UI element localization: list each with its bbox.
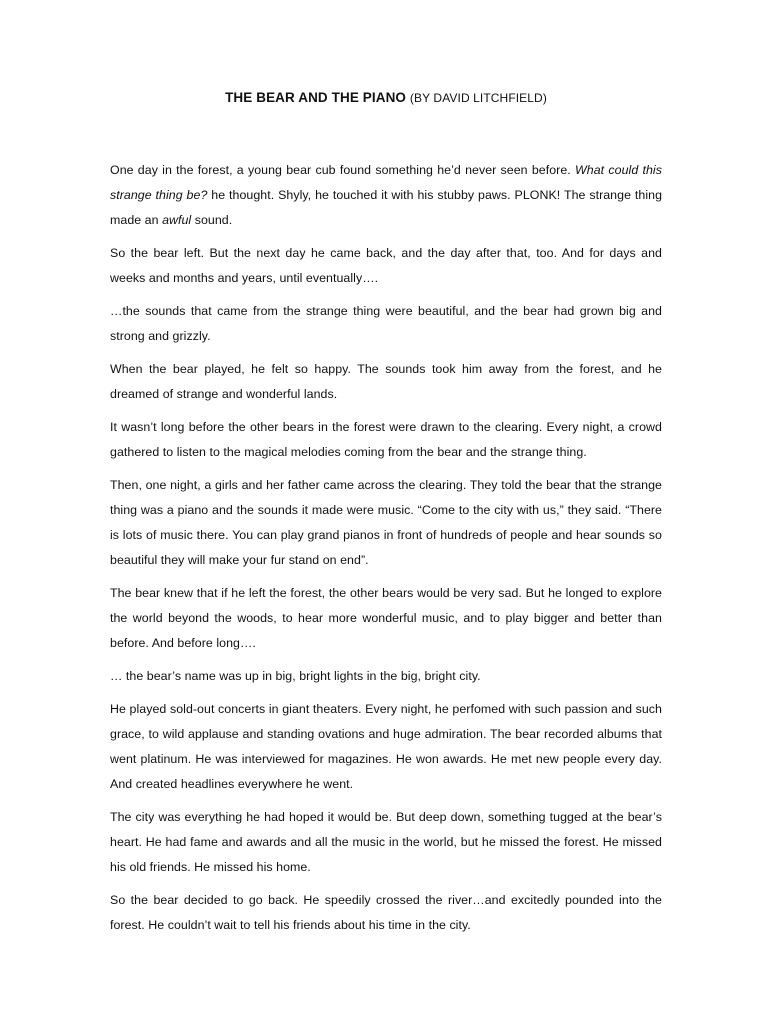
author-text: (BY DAVID LITCHFIELD) [409,91,547,105]
paragraph-7: The bear knew that if he left the forest, the other bears would be very sad. But he longed to explore the world beyond the woods, to hear more wonderful music, and to play bigger and better than before. And before long…. [110,586,662,650]
paragraph-11: So the bear decided to go back. He speedily crossed the river…and excitedly pounded into the forest. He couldn’t wait to tell his friends about his time in the city. [110,893,662,932]
paragraph-1-text-a: One day in the forest, a young bear cub found something he’d never seen before. [110,163,576,177]
paragraph-1 [110,158,662,233]
title-text: THE BEAR AND THE PIANO [225,90,407,105]
paragraph-6: Then, one night, a girls and her father came across the clearing. They told the bear that the strange thing was a piano and the sounds it made were music. “Come to the city with us,” they said. “There is lots of music there. You can play grand pianos in front of hundreds of people and hear sounds so beautiful they will make your fur stand on end”. [110,478,662,567]
document-title [110,88,662,108]
paragraph-8: … the bear’s name was up in big, bright lights in the big, bright city. [110,669,481,683]
paragraph-9: He played sold-out concerts in giant theaters. Every night, he perfomed with such passion and such grace, to wild applause and standing ovations and huge admiration. The bear recorded albums that went platinum. He was interviewed for magazines. He won awards. He met new people every day. And created headlines everywhere he went. [110,702,662,791]
paragraph-1-text-c: he thought. Shyly, he touched it with his stubby paws. PLONK! The strange thing made an [110,188,663,227]
paragraph-1-italic-question: What could this strange thing be? [110,163,662,202]
paragraph-1-text-e: sound. [191,213,233,227]
paragraph-10: The city was everything he had hoped it would be. But deep down, something tugged at the bear’s heart. He had fame and awards and all the music in the world, but he missed the forest. He missed his old friends. He missed his home. [110,810,662,874]
paragraph-3: …the sounds that came from the strange thing were beautiful, and the bear had grown big and strong and grizzly. [110,304,662,343]
paragraph-2: So the bear left. But the next day he came back, and the day after that, too. And for days and weeks and months and years, until eventually…. [110,246,662,285]
paragraph-1-italic-awful: awful [162,213,192,227]
paragraph-5: It wasn’t long before the other bears in the forest were drawn to the clearing. Every night, a crowd gathered to listen to the magical melodies coming from the bear and the strange thing. [110,420,662,459]
paragraph-4: When the bear played, he felt so happy. The sounds took him away from the forest, and he dreamed of strange and wonderful lands. [110,362,662,401]
